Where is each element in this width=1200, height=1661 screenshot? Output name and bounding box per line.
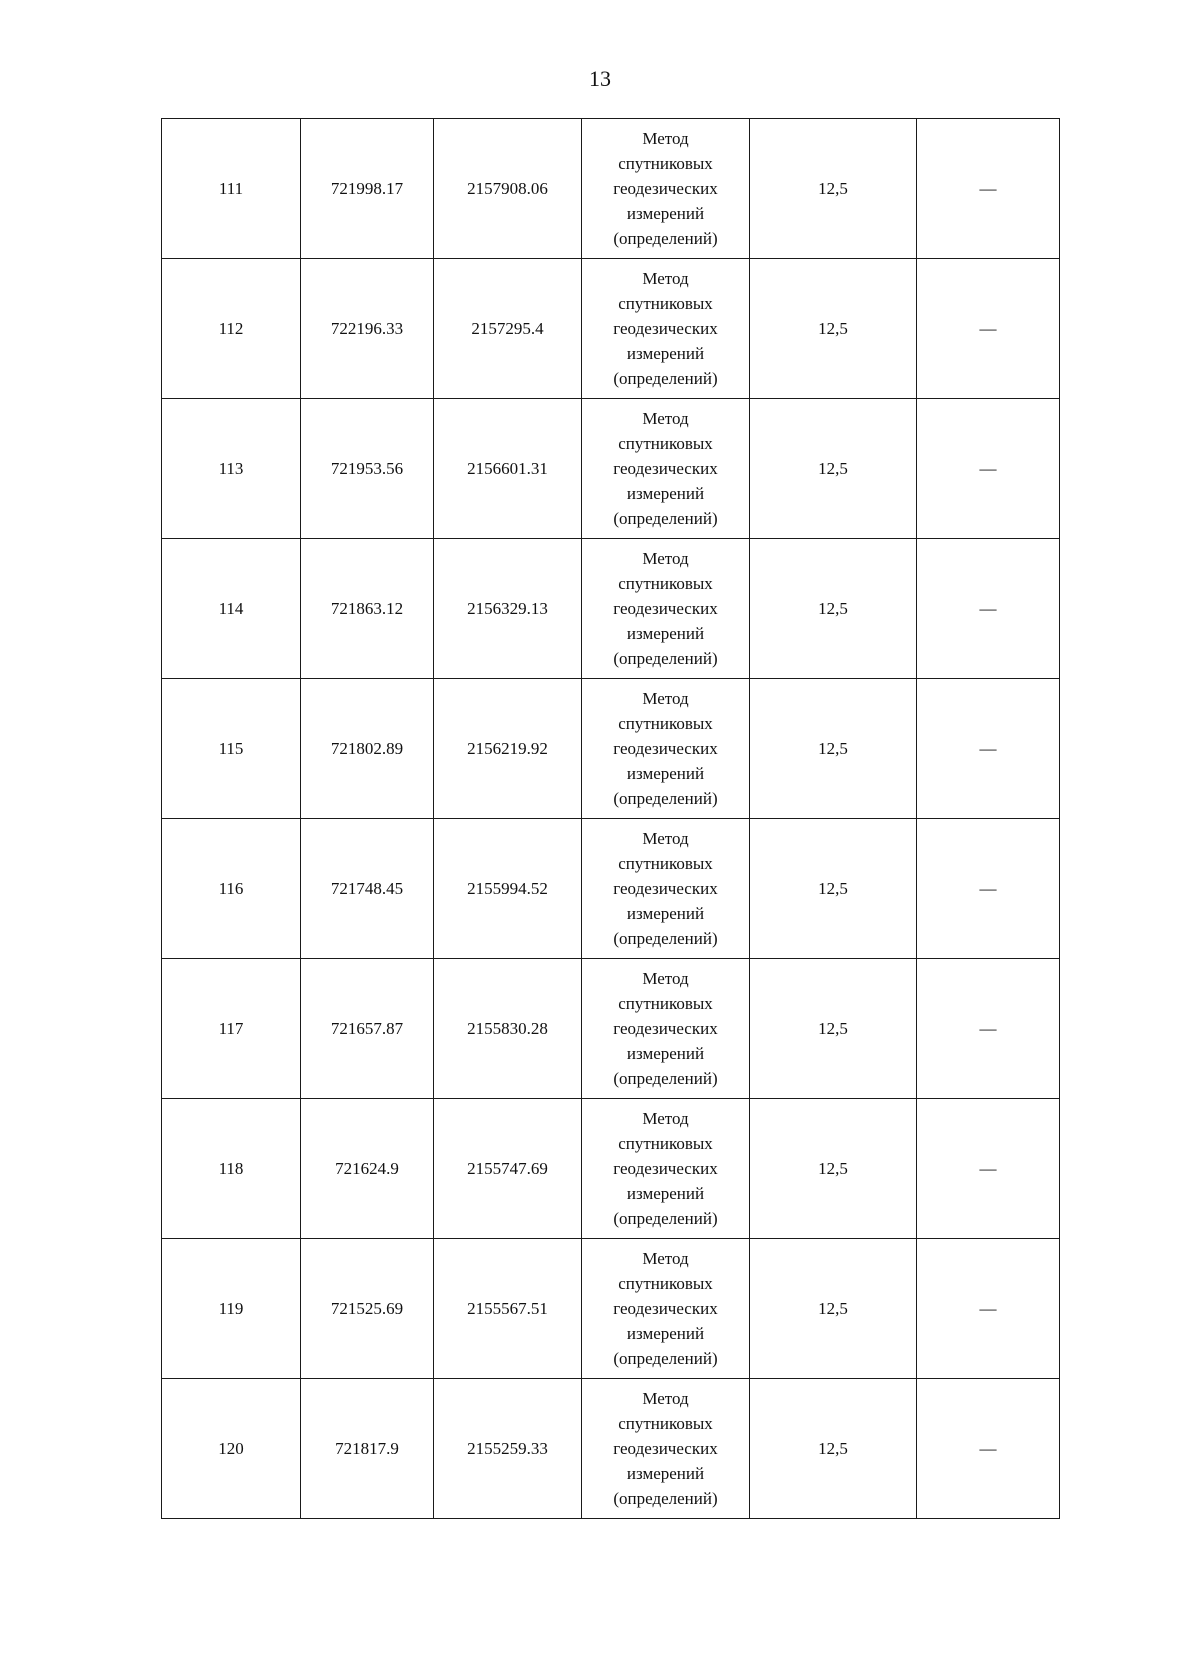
method-text-line: спутниковых	[618, 994, 713, 1013]
accuracy-cell: 12,5	[750, 819, 917, 959]
y-coordinate-cell: 2155259.33	[434, 1379, 582, 1519]
method-text-line: измерений	[626, 1184, 705, 1203]
method-text-line: измерений	[626, 204, 705, 223]
description-cell	[917, 819, 1060, 959]
method-text-line: Метод	[642, 269, 689, 288]
description-value: —	[979, 1299, 997, 1318]
method-text-line: (определений)	[613, 229, 718, 248]
method-text-line: геодезических	[613, 599, 718, 618]
description-value: —	[979, 179, 997, 198]
table-row	[162, 1099, 1060, 1239]
table-row	[162, 259, 1060, 399]
description-value: —	[979, 459, 997, 478]
accuracy-cell: 12,5	[750, 119, 917, 259]
table-row	[162, 399, 1060, 539]
description-cell	[917, 959, 1060, 1099]
method-text-line: измерений	[626, 624, 705, 643]
method-text-line: геодезических	[613, 1299, 718, 1318]
method-cell	[582, 819, 750, 959]
method-text-line: спутниковых	[618, 1274, 713, 1293]
y-coordinate-cell: 2155830.28	[434, 959, 582, 1099]
description-value: —	[979, 599, 997, 618]
y-coordinate-cell: 2155747.69	[434, 1099, 582, 1239]
method-text-line: Метод	[642, 129, 689, 148]
method-cell	[582, 1239, 750, 1379]
x-coordinate-cell: 721817.9	[301, 1379, 434, 1519]
table-row	[162, 539, 1060, 679]
y-coordinate-cell: 2155567.51	[434, 1239, 582, 1379]
method-text-line: Метод	[642, 1109, 689, 1128]
accuracy-cell: 12,5	[750, 1099, 917, 1239]
accuracy-cell: 12,5	[750, 1379, 917, 1519]
point-number-cell: 114	[162, 539, 301, 679]
table-row	[162, 679, 1060, 819]
method-text-line: геодезических	[613, 739, 718, 758]
point-number-cell: 116	[162, 819, 301, 959]
accuracy-cell: 12,5	[750, 539, 917, 679]
method-cell	[582, 399, 750, 539]
table-row	[162, 959, 1060, 1099]
method-text-line: (определений)	[613, 1489, 718, 1508]
method-text-line: (определений)	[613, 1069, 718, 1088]
coordinates-table-body	[162, 119, 1060, 1519]
description-cell	[917, 1099, 1060, 1239]
method-text-line: геодезических	[613, 319, 718, 338]
method-text-line: спутниковых	[618, 154, 713, 173]
table-row	[162, 119, 1060, 259]
method-text-line: измерений	[626, 484, 705, 503]
y-coordinate-cell: 2157908.06	[434, 119, 582, 259]
x-coordinate-cell: 721953.56	[301, 399, 434, 539]
method-text-line: геодезических	[613, 1439, 718, 1458]
method-text-line: Метод	[642, 1249, 689, 1268]
description-value: —	[979, 879, 997, 898]
method-text-line: спутниковых	[618, 1414, 713, 1433]
method-text-line: измерений	[626, 1464, 705, 1483]
method-text-line: геодезических	[613, 1159, 718, 1178]
description-cell	[917, 1239, 1060, 1379]
description-value: —	[979, 739, 997, 758]
method-text-line: (определений)	[613, 649, 718, 668]
method-text-line: Метод	[642, 549, 689, 568]
point-number-cell: 119	[162, 1239, 301, 1379]
method-text-line: спутниковых	[618, 434, 713, 453]
method-text-line: спутниковых	[618, 294, 713, 313]
method-text-line: Метод	[642, 969, 689, 988]
method-text-line: геодезических	[613, 459, 718, 478]
x-coordinate-cell: 721624.9	[301, 1099, 434, 1239]
point-number-cell: 117	[162, 959, 301, 1099]
description-cell	[917, 399, 1060, 539]
method-text-line: спутниковых	[618, 1134, 713, 1153]
method-cell	[582, 259, 750, 399]
description-cell	[917, 1379, 1060, 1519]
table-row	[162, 819, 1060, 959]
x-coordinate-cell: 721748.45	[301, 819, 434, 959]
method-text-line: (определений)	[613, 1209, 718, 1228]
method-text-line: измерений	[626, 344, 705, 363]
method-text-line: Метод	[642, 1389, 689, 1408]
method-text-line: Метод	[642, 409, 689, 428]
accuracy-cell: 12,5	[750, 959, 917, 1099]
method-text-line: (определений)	[613, 1349, 718, 1368]
x-coordinate-cell: 721525.69	[301, 1239, 434, 1379]
method-text-line: геодезических	[613, 1019, 718, 1038]
method-cell	[582, 1379, 750, 1519]
table-row	[162, 1239, 1060, 1379]
method-cell	[582, 959, 750, 1099]
x-coordinate-cell: 721998.17	[301, 119, 434, 259]
x-coordinate-cell: 721657.87	[301, 959, 434, 1099]
y-coordinate-cell: 2156601.31	[434, 399, 582, 539]
description-value: —	[979, 319, 997, 338]
x-coordinate-cell: 721802.89	[301, 679, 434, 819]
y-coordinate-cell: 2157295.4	[434, 259, 582, 399]
accuracy-cell: 12,5	[750, 259, 917, 399]
description-value: —	[979, 1439, 997, 1458]
method-text-line: Метод	[642, 689, 689, 708]
description-value: —	[979, 1159, 997, 1178]
coordinates-table	[161, 118, 1060, 1519]
method-cell	[582, 1099, 750, 1239]
point-number-cell: 115	[162, 679, 301, 819]
y-coordinate-cell: 2156219.92	[434, 679, 582, 819]
table-row	[162, 1379, 1060, 1519]
x-coordinate-cell: 722196.33	[301, 259, 434, 399]
point-number-cell: 120	[162, 1379, 301, 1519]
method-text-line: измерений	[626, 904, 705, 923]
accuracy-cell: 12,5	[750, 679, 917, 819]
method-text-line: измерений	[626, 1324, 705, 1343]
method-text-line: спутниковых	[618, 854, 713, 873]
method-text-line: (определений)	[613, 789, 718, 808]
method-cell	[582, 679, 750, 819]
method-text-line: измерений	[626, 1044, 705, 1063]
page-number: 13	[589, 66, 611, 91]
method-text-line: (определений)	[613, 509, 718, 528]
description-cell	[917, 539, 1060, 679]
method-text-line: Метод	[642, 829, 689, 848]
method-text-line: спутниковых	[618, 714, 713, 733]
point-number-cell: 111	[162, 119, 301, 259]
method-cell	[582, 119, 750, 259]
method-text-line: геодезических	[613, 879, 718, 898]
method-text-line: (определений)	[613, 929, 718, 948]
method-text-line: геодезических	[613, 179, 718, 198]
accuracy-cell: 12,5	[750, 1239, 917, 1379]
method-text-line: измерений	[626, 764, 705, 783]
x-coordinate-cell: 721863.12	[301, 539, 434, 679]
accuracy-cell: 12,5	[750, 399, 917, 539]
point-number-cell: 113	[162, 399, 301, 539]
point-number-cell: 118	[162, 1099, 301, 1239]
method-text-line: (определений)	[613, 369, 718, 388]
description-cell	[917, 259, 1060, 399]
description-cell	[917, 119, 1060, 259]
method-text-line: спутниковых	[618, 574, 713, 593]
point-number-cell: 112	[162, 259, 301, 399]
description-value: —	[979, 1019, 997, 1038]
method-cell	[582, 539, 750, 679]
y-coordinate-cell: 2156329.13	[434, 539, 582, 679]
y-coordinate-cell: 2155994.52	[434, 819, 582, 959]
description-cell	[917, 679, 1060, 819]
